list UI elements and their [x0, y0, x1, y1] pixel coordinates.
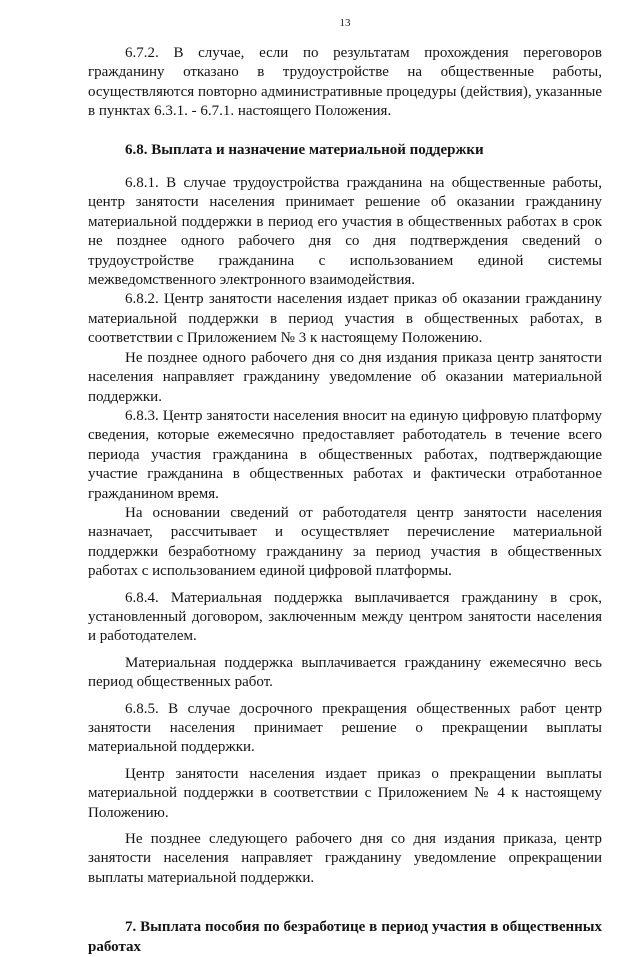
paragraph-6-8-5-notice: Не позднее следующего рабочего дня со дня издания приказа, центр занятости населения направляет гражданину уведомление опрекращении выплаты материальной поддержки. — [88, 831, 602, 886]
paragraph-6-8-4-monthly: Материальная поддержка выплачивается гражданину ежемесячно весь период общественных работ. — [88, 654, 602, 691]
paragraph-6-8-5: 6.8.5. В случае досрочного прекращения общественных работ центр занятости населения принимает решение о прекращении выплаты материальной поддержки. — [88, 700, 602, 756]
paragraph-6-8-5-order: Центр занятости населения издает приказ о прекращении выплаты материальной поддержки в соответствии с Приложением № 4 к настоящему Положению. — [88, 765, 602, 821]
section-heading-6-8: 6.8. Выплата и назначение материальной поддержки — [125, 141, 484, 158]
section-heading-7: 7. Выплата пособия по безработице в период участия в общественных работах — [88, 919, 602, 955]
paragraph-6-8-1: 6.8.1. В случае трудоустройства гражданина на общественные работы, центр занятости населения принимает решение об оказании гражданину материальной поддержки в период его участия в общественных работах в срок не позднее одного рабочего дня со дня подтверждения сведений о трудоустройстве гражданина с использованием единой системы межведомственного электронного взаимодействия. — [88, 175, 602, 289]
paragraph-6-8-3: 6.8.3. Центр занятости населения вносит на единую цифровую платформу сведения, которые ежемесячно предоставляет работодатель в течение всего периода участия гражданина в общественных работах, подтверждающие участие гражданина в общественных работах и фактически отработанное гражданином время. — [88, 407, 602, 502]
page-number: 13 — [339, 17, 351, 29]
paragraph-6-8-3-payment: На основании сведений от работодателя центр занятости населения назначает, рассчитывает и осуществляет перечисление материальной поддержки безработному гражданину за период участия в общественных работах с использованием единой цифровой платформы. — [88, 504, 602, 580]
paragraph-6-8-2-notice: Не позднее одного рабочего дня со дня издания приказа центр занятости населения направляет гражданину уведомление об оказании материальной поддержки. — [88, 349, 602, 405]
paragraph-6-8-2: 6.8.2. Центр занятости населения издает приказ об оказании гражданину материальной поддержки в период участия в общественных работах, в соответствии с Приложением № 3 к настоящему Положению. — [88, 291, 602, 347]
paragraph-6-8-4: 6.8.4. Материальная поддержка выплачивается гражданину в срок, установленный договором, заключенным между центром занятости населения и работодателем. — [88, 589, 602, 645]
paragraph-6-7-2: 6.7.2. В случае, если по результатам прохождения переговоров гражданину отказано в трудоустройстве на общественные работы, осуществляются повторно административные процедуры (действия), указанные в пунктах 6.3.1. - 6.7.1. настоящего Положения. — [88, 45, 602, 120]
